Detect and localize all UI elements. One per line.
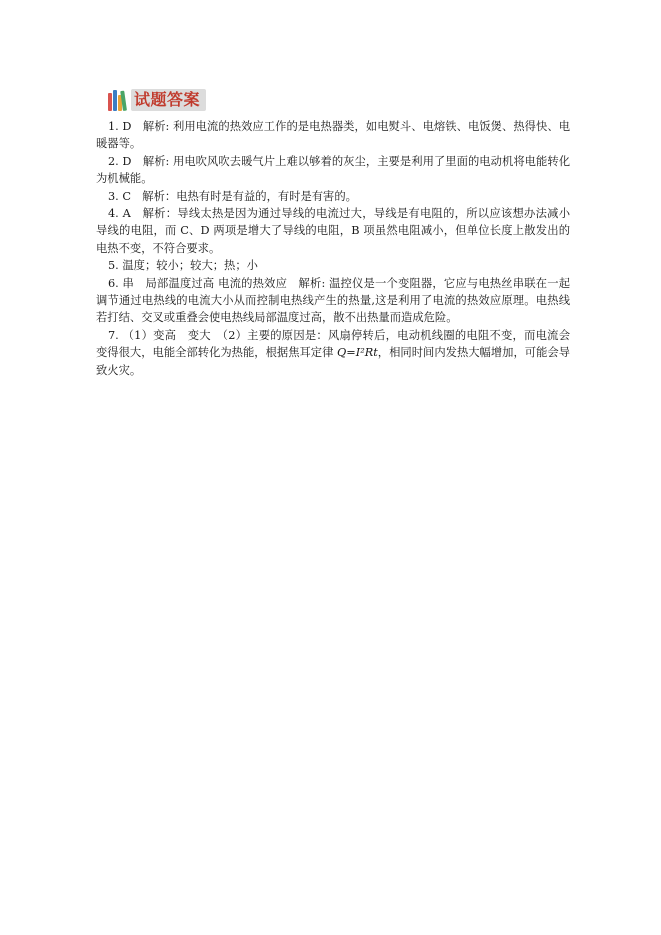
book-spine-red (108, 93, 112, 111)
answer-6 (96, 275, 570, 327)
answer-text: 1. D 解析: 利用电流的热效应工作的是电热器类，如电熨斗、电熔铁、电饭煲、热得快、电暖器等。 (96, 120, 570, 151)
answer-text: 4. A 解析：导线太热是因为通过导线的电流过大，导线是有电阻的，所以应该想办法减小导线的电阻，而 C、D 两项是增大了导线的电阻，B 项虽然电阻减小，但单位长度上散发出的电热不变，不符合要求。 (96, 207, 570, 255)
answer-7 (96, 327, 570, 379)
answers-content (96, 118, 570, 379)
answer-3 (96, 188, 570, 205)
answer-text: 5. 温度；较小；较大；热；小 (108, 259, 258, 273)
section-header (108, 88, 206, 112)
answer-2 (96, 153, 570, 188)
answer-text: 6. 串 局部温度过高 电流的热效应 解析: 温控仪是一个变阻器，它应与电热丝串联在一起调节通过电热线的电流大小从而控制电热线产生的热量,这是利用了电流的热效应原理。电热线若打结、交叉或重叠会使电热线局部温度过高，散不出热量而造成危险。 (96, 276, 570, 325)
books-icon (108, 89, 128, 111)
section-title: 试题答案 (131, 89, 206, 111)
answer-5 (96, 257, 570, 274)
answer-1 (96, 118, 570, 153)
answer-text: 2. D 解析: 用电吹风吹去暖气片上难以够着的灰尘，主要是利用了里面的电动机将电能转化为机械能。 (96, 154, 570, 186)
joule-law-formula: Q=I²Rt (337, 346, 378, 360)
book-spine-blue (113, 90, 117, 111)
answer-4 (96, 205, 570, 257)
answer-text: 3. C 解析：电热有时是有益的，有时是有害的。 (108, 189, 357, 203)
answer-text: 7. （1）变高 变大 （2）主要的原因是：风扇停转后，电动机线圈的电阻不变，而电流会变得很大，电能全部转化为热能，根据焦耳定律 (96, 328, 570, 360)
answer-text-tail: ，相同时间内发热大幅增加，可能会导致火灾。 (96, 346, 570, 377)
